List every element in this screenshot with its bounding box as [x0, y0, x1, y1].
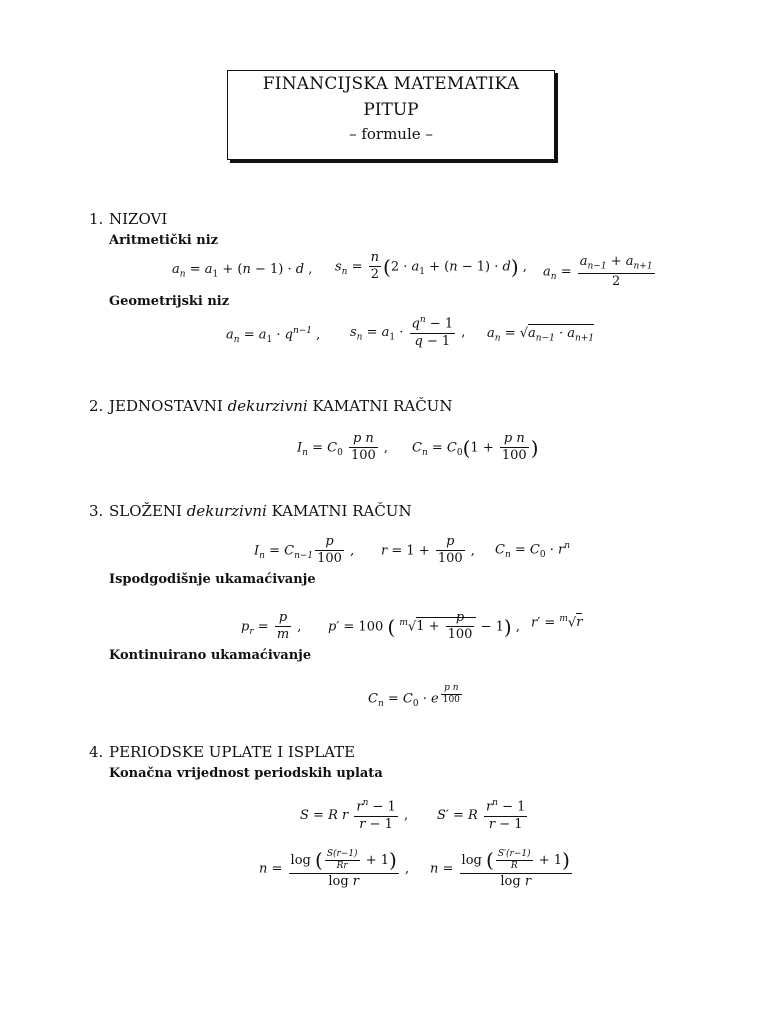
section-heading-1: 1. NIZOVI: [89, 210, 168, 228]
title-box: [227, 70, 555, 160]
formula-periods-n-prime: n = log ( $\frac{S'(r-1)}{R}$ + 1) log r: [430, 848, 570, 889]
section-heading-2: 2. JEDNOSTAVNI dekurzivni KAMATNI RAČUN: [89, 397, 453, 415]
formula-arith-an: $a_n = a_1 + (n - 1) \cdot d$ ,: [172, 262, 313, 280]
section-heading-4: 4. PERIODSKE UPLATE I ISPLATE: [89, 743, 356, 761]
formula-relative-rate: $p_r$ = $\frac{p}{m}$ ,: [241, 610, 302, 643]
formula-simple-capital: $C_n = C_0(1$ + $\frac{\text{p n}}{100}$ ): [412, 431, 539, 464]
page-subtitle: – formule –: [349, 125, 433, 143]
formula-future-value-S: S = R r $\frac{r^n - 1}{r - 1}$ ,: [300, 798, 409, 832]
subheading-future-value: Konačna vrijednost periodskih uplata: [109, 766, 383, 781]
page-title: FINANCIJSKA MATEMATIKA: [262, 74, 520, 94]
section-heading-3: 3. SLOŽENI dekurzivni KAMATNI RAČUN: [89, 502, 412, 520]
formula-compound-factor: r = 1 + $\frac{p}{100}$ ,: [381, 534, 475, 567]
formula-compound-interest: $I_n = C_{n-1}$ $\frac{p}{100}$ ,: [254, 534, 355, 567]
formula-compound-capital: $C_n = C_0 \cdot r^n$: [495, 541, 571, 560]
formula-conformal-rate: p′ = 100 ( $^m$√1 + $\frac{p}{100}$ − 1) ,: [328, 610, 520, 643]
formula-arith-mean: $a_n$ = $\frac{a_{n-1} + a_{n+1}}{2}$: [543, 254, 653, 289]
formula-conformal-factor: r′ = $^m$√r: [531, 614, 583, 631]
formula-future-value-S-prime: S′ = R $\frac{r^n - 1}{r - 1}$: [437, 798, 526, 832]
formula-geom-mean: $a_n = √a_{n-1} \cdot a_{n+1}$: [487, 326, 595, 344]
formula-geom-an: $a_n = a_1 \cdot q^{n-1}$ ,: [226, 326, 321, 345]
formula-simple-interest: $I_n = C_0$ $\frac{\text{p n}}{100}$ ,: [297, 431, 389, 464]
subheading-subannual: Ispodgodišnje ukamaćivanje: [109, 572, 316, 587]
formula-geom-sn: $s_n = a_1$ · $\frac{q^n - 1}{q - 1}$ ,: [350, 315, 466, 349]
subheading-geometric: Geometrijski niz: [109, 294, 230, 309]
subheading-arithmetic: Aritmetički niz: [109, 233, 219, 248]
formula-periods-n: n = log ( $\frac{S(r-1)}{Rr}$ + 1) log r ,: [259, 848, 410, 889]
formula-arith-sn: $s_n$ = $\frac{n}{2}$ $(2 \cdot a_1 + (n - 1) \cdot d)$ ,: [335, 250, 527, 283]
subheading-continuous: Kontinuirano ukamaćivanje: [109, 648, 312, 663]
formula-continuous: $C_n = C_0 \cdot e$ $^{\frac{\text{p n}}{100}}$: [368, 683, 460, 710]
page-title-line2: PITUP: [363, 100, 419, 120]
